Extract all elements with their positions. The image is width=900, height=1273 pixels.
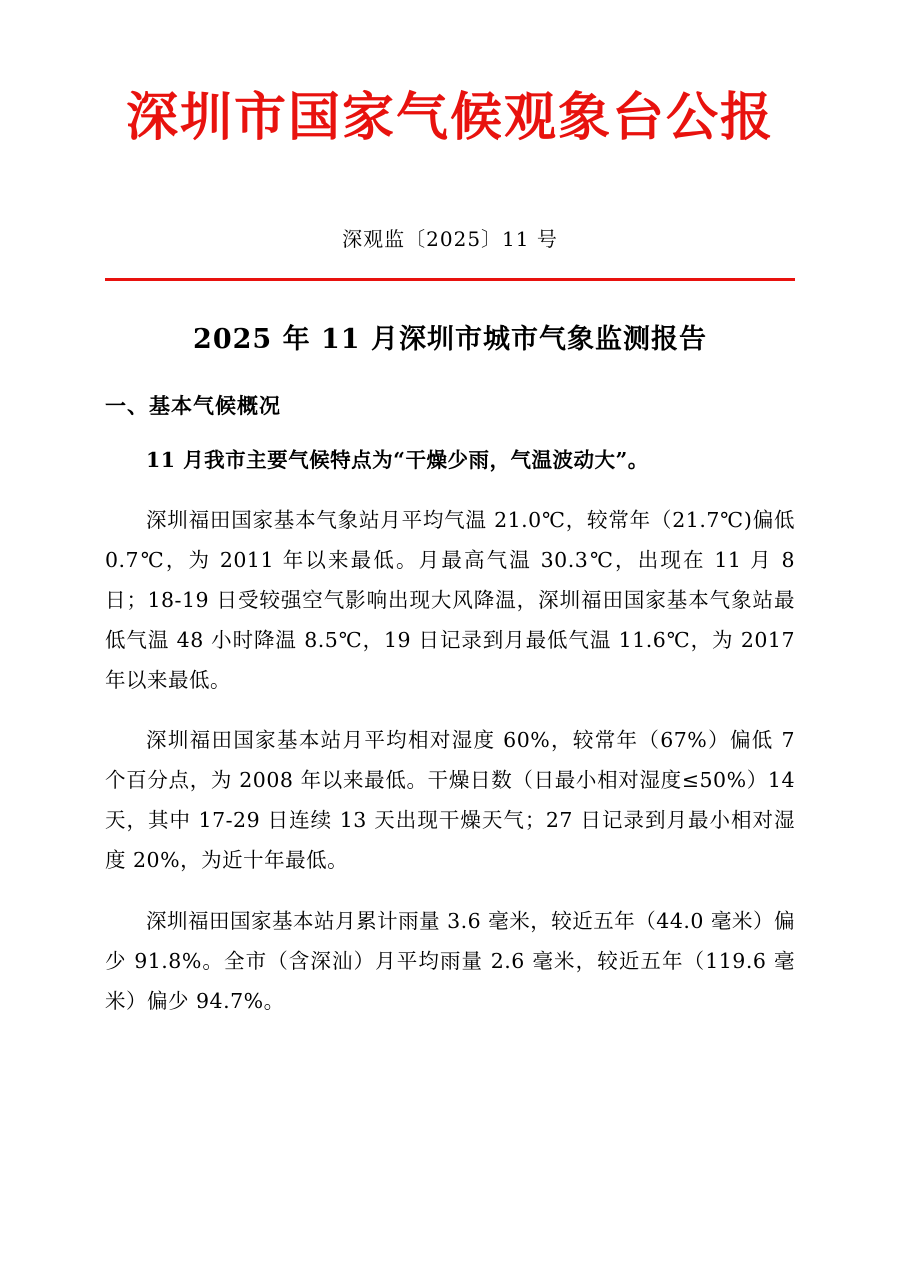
section-heading-overview: 一、基本气候概况 xyxy=(105,393,281,418)
document-title: 深圳市国家气候观象台公报 xyxy=(125,88,774,148)
red-divider-rule xyxy=(105,278,795,281)
report-title: 2025 年 11 月深圳市城市气象监测报告 xyxy=(193,323,707,355)
document-number: 深观监〔2025〕11 号 xyxy=(342,227,558,251)
paragraph-humidity: 深圳福田国家基本站月平均相对湿度 60%，较常年（67%）偏低 7 个百分点，为 2008 年以来最低。干燥日数（日最小相对湿度≤50%）14 天，其中 17-29 日连续 13 天出现干燥天气；27 日记录到月最小相对湿度 20%，为近十年最低。 xyxy=(105,728,795,873)
paragraph-rainfall: 深圳福田国家基本站月累计雨量 3.6 毫米，较近五年（44.0 毫米）偏少 91.8%。全市（含深汕）月平均雨量 2.6 毫米，较近五年（119.6 毫米）偏少 94.7%。 xyxy=(105,908,795,1013)
paragraph-summary: 11 月我市主要气候特点为“干燥少雨，气温波动大”。 xyxy=(146,447,649,472)
paragraph-temperature: 深圳福田国家基本气象站月平均气温 21.0℃，较常年（21.7℃)偏低 0.7℃，为 2011 年以来最低。月最高气温 30.3℃，出现在 11 月 8 日；18-19 日受较强空气影响出现大风降温，深圳福田国家基本气象站最低气温 48 小时降温 8.5℃，19 日记录到月最低气温 11.6℃，为 2017 年以来最低。 xyxy=(105,507,795,692)
